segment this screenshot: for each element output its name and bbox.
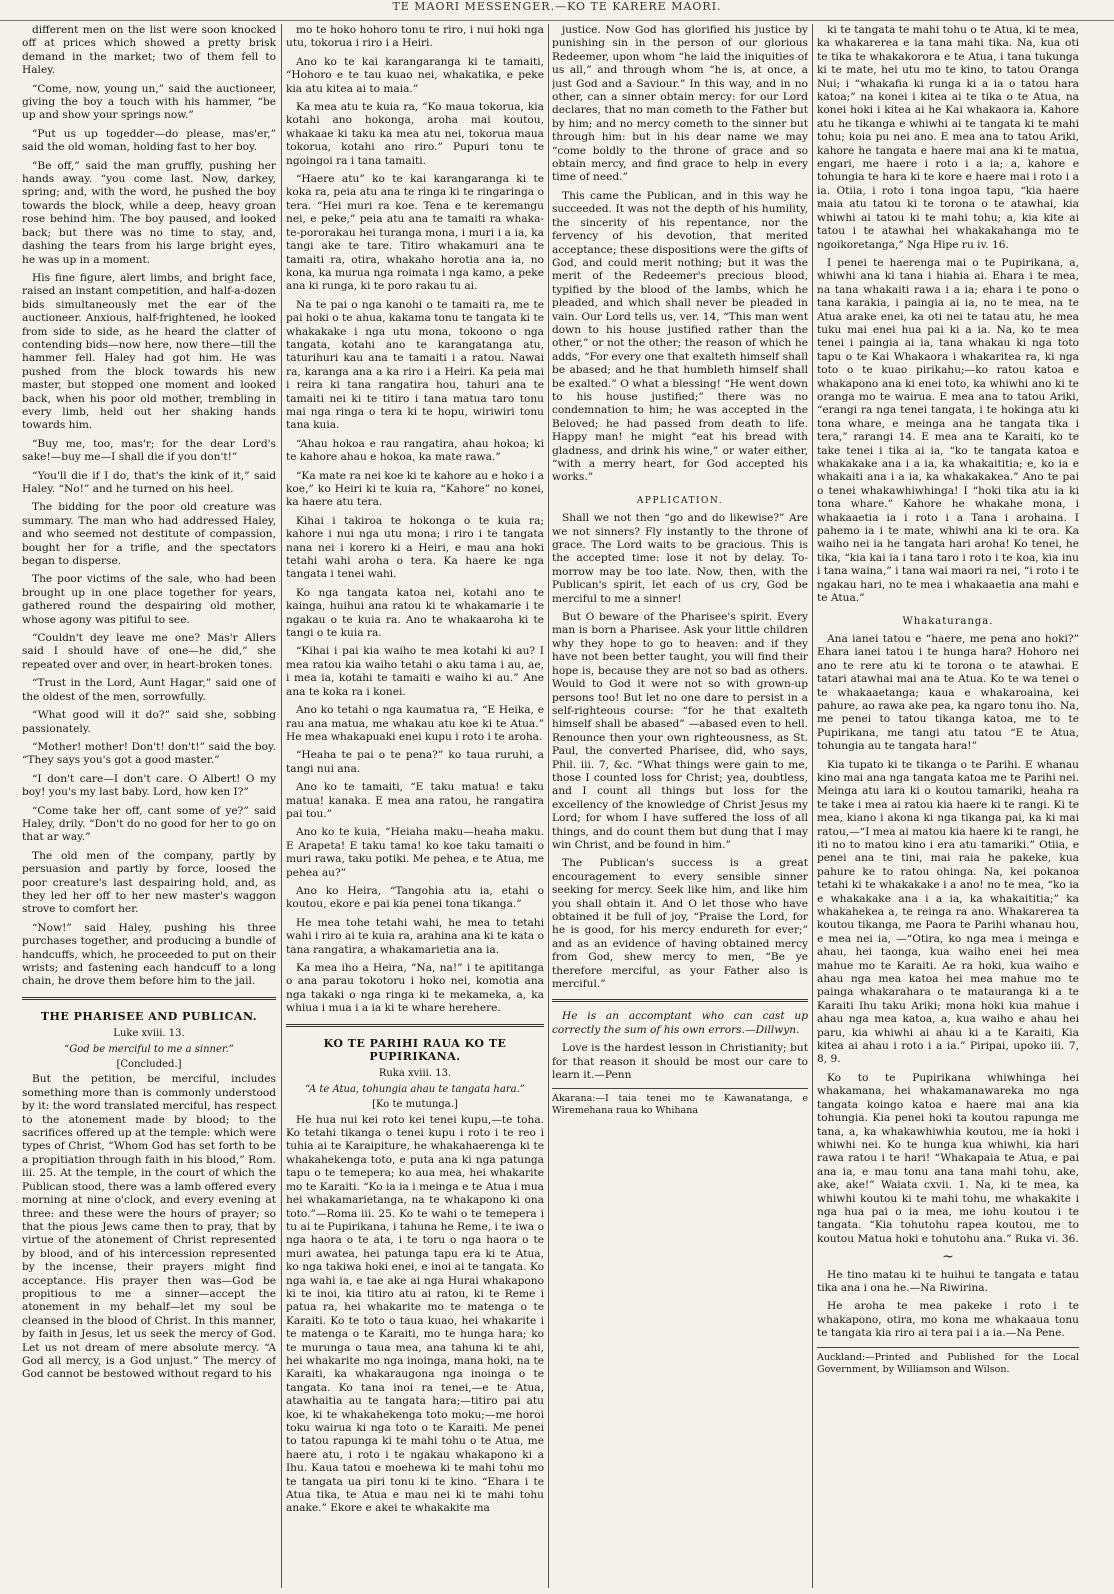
- scripture-reference: Luke xviii. 13.: [113, 1028, 185, 1040]
- quotation: He is an accomptant who can cast up correctly the sum of his own errors.—Dillwyn.: [552, 1010, 808, 1036]
- paragraph: Na te pai o nga kanohi o te tamaiti ra, me te pai hoki o te ahua, kakama tonu te tangata ki te whakakake i nga utu mona, tokoono o nga tangata, kotahi ano te karangatanga atu, taturihuri kau ana te tamaiti i a ratou. Nawai ra, karanga ana a ka riro i a Heiri. Ka peia mai i reira ki tana rangatira hou, tahuri ana te tamaiti nei ki te titiro i tana matua taro tonu mai nga ringa o tera ki te hopu, wiriwiri tonu tana kuia.: [286, 298, 544, 432]
- paragraph: The poor victims of the sale, who had been brought up in one place together for years, gathered round the despairing old mother, whose agony was pitiful to see.: [22, 573, 276, 626]
- quotation: He aroha te mea pakeke i roto i te whakapono, otira, mo kona me whakaaua tonu te tangata kia riro ai tera pai i a ia.—Na Pene.: [817, 1300, 1079, 1340]
- paragraph: different men on the list were soon knocked off at prices which showed a pretty brisk demand in the market; two of them fell to Haley.: [22, 24, 276, 77]
- paragraph: Ano ko Heira, “Tangohia atu ia, etahi o koutou, ekore e pai kia penei tona tikanga.”: [286, 884, 544, 911]
- concluded-note: [Concluded.]: [116, 1059, 182, 1071]
- paragraph: Ano ko te tamaiti, “E taku matua! e taku matua! kanaka. E mea ana ratou, he rangatira pai tou.”: [286, 781, 544, 820]
- column-3: [552, 24, 808, 1592]
- paragraph: “What good will it do?” said she, sobbing passionately.: [22, 709, 276, 735]
- imprint: Auckland:—Printed and Published for the Local Government, by Williamson and Wilson.: [817, 1347, 1079, 1376]
- section-heading: APPLICATION.: [636, 495, 724, 506]
- paragraph: “Be off,” said the man gruffly, pushing her hands away. “you come last. Now, darkey, spring; and, with the word, he pushed the boy towards the block, while a deep, heavy groan rose behind him. The boy paused, and looked back; but there was no time to stay, and, dashing the tears from his large bright eyes, he was up in a moment.: [22, 159, 276, 266]
- imprint: Akarana:—I taia tenei mo te Kawanatanga, e Wiremehana raua ko Whihana: [552, 1088, 808, 1117]
- paragraph: “Haere atu” ko te kai karangaranga ki te koka ra, peia atu ana te ringa ki te ringaringa o tera. “Hei muri ra koe. Tena e te keremangu nei, e peke,” peia atu ana te tamaiti ra whaka-te-pororakau hei turanga mona, i muri i a ia, ka tangi ake te tare. Titiro whakamuri ana te tamaiti ra, otira, whakaho horotia ana ia, no kona, ka murua nga roimata i nga kamo, a peke ana ki runga, ki te poro rakau tu ai.: [286, 173, 544, 293]
- paragraph: The Publican's success is a great encouragement to every sensible sinner seeking for mercy. Seek like him, and like him you shall obtain it. And O let those who have obtained it be full of joy, “Praise the Lord, for he is good, for his mercy endureth for ever;” and as an evidence of having obtained mercy from God, shew mercy to men, “Be ye therefore merciful, as your Father also is merciful.”: [552, 857, 808, 991]
- paragraph: “Trust in the Lord, Aunt Hagar,” said one of the oldest of the men, sorrowfully.: [22, 677, 276, 703]
- paragraph: Ka mea atu te kuia ra, “Ko maua tokorua, kia kotahi ano hokonga, aroha mai koutou, whakaae ki taku ka mea atu nei, tokorua maua tokorua, kotahi ano riro.” Pupuri tonu te ngoingoi ra i tana tamaiti.: [286, 101, 544, 167]
- paragraph: The bidding for the poor old creature was summary. The man who had addressed Haley, and who seemed not destitute of compassion, bought her for a trifle, and the spectators began to disperse.: [22, 501, 276, 568]
- paragraph: This came the Publican, and in this way he succeeded. It was not the depth of his humility, the sincerity of his repentance, nor the fervency of his devotion, that merited acceptance; these dispositions were the gifts of God, and could merit nothing; but it was the merit of the Redeemer's precious blood, typified by the blood of the lambs, which he pleaded, and which shall never be pleaded in vain. Our Lord tells us, ver. 14, “This man went down to his house justified rather than the other,” or not the other; the reason of which he adds, “For every one that exalteth himself shall be abased; and he that humbleth himself shall be exalted.” O what a blessing! “He went down to his house justified;” there was no condemnation to him; he was accepted in the Beloved; he had passed from death to life. Happy man! he might “eat his bread with gladness, and drink his wine,” or water either, “with a merry heart, for God accepted his works.”: [552, 189, 808, 484]
- paragraph: Ano ko te kuia, “Heiaha maku—heaha maku. E Arapeta! E taku tama! ko koe taku tamaiti o muri rawa, taku potiki. Me pehea, e te Atua, me pehea au?”: [286, 826, 544, 879]
- paragraph: “Put us up togedder—do please, mas'er,” said the old woman, holding fast to her boy.: [22, 127, 276, 154]
- paragraph: “Ka mate ra nei koe ki te kahore au e hoko i a koe,” ko Heiri ki te kuia ra, “Kahore” no konei, ka haere atu tera.: [286, 469, 544, 509]
- masthead: TE MAORI MESSENGER.—KO TE KARERE MAORI.: [0, 0, 1114, 21]
- paragraph: “Ahau hokoa e rau rangatira, ahau hokoa; ki te kahore ahau e hokoa, ka mate rawa.”: [286, 437, 544, 464]
- article-quote: “God be merciful to me a sinner.”: [64, 1043, 234, 1055]
- quotation: Love is the hardest lesson in Christianity; but for that reason it should be most our care to learn it.—Penn: [552, 1042, 808, 1082]
- paragraph: “Heaha te pai o te pena?” ko taua ruruhi, a tangi nui ana.: [286, 749, 544, 775]
- column-rule-1: [281, 24, 282, 1588]
- paragraph: His fine figure, alert limbs, and bright face, raised an instant competition, and half-a-dozen bids simultaneously met the ear of the auctioneer. Anxious, half-frightened, he looked from side to side, as he heard the clatter of contending bids—now here, now there—till the hammer fell. Haley had got him. He was pushed from the block towards his new master, but stopped one moment and looked back, when his poor old mother, trembling in every limb, held out her shaking hands towards him.: [22, 271, 276, 432]
- paragraph: Ana ianei tatou e “haere, me pena ano hoki?” Ehara ianei tatou i te hunga hara? Hohoro nei ano te rere atu ki te torona o te atawhai. E tatari atawhai mai ana te Atua. Ko te wa tenei o te whakaaetanga; kaua e whakaroaina, kei pahure, ao rawa ake pea, ka ngaro tonu iho. Na, me penei to tatou tikanga katoa, me to te Pupirikana, me tangi atu tatou “E te Atua, tohungia au te tangata hara!”: [817, 632, 1079, 753]
- paragraph: “Mother! mother! Don't! don't!” said the boy. “They says you's got a good master.”: [22, 740, 276, 767]
- paragraph: But O beware of the Pharisee's spirit. Every man is born a Pharisee. Ask your little children why they hope to go to heaven: and if they have not been better taught, you will find their hope is, because they are not so bad as others. Would to God it were not so with grown-up persons too! But let no one dare to persist in a self-righteous course: “for he that exalteth himself shall be abased” —abased even to hell. Renounce then your own righteousness, as St. Paul, the converted Pharisee, did, who says, Phil. iii. 7, &c. “What things were gain to me, those I counted loss for Christ; yea, doubtless, and I count all things but loss for the excellency of the knowledge of Christ Jesus my Lord; for whom I have suffered the loss of all things, and do count them but dung that I may win Christ, and be found in him.”: [552, 611, 808, 851]
- section-divider: [552, 999, 808, 1002]
- column-rule-2: [548, 24, 549, 1588]
- flourish-ornament: ~: [942, 1249, 954, 1266]
- scripture-reference: Ruka xviii. 13.: [378, 1068, 452, 1080]
- paragraph: “Come take her off, cant some of ye?” said Haley, drily. “Don't do no good for her to go on that ar way.”: [22, 804, 276, 844]
- paragraph: “Come, now, young un,” said the auctioneer, giving the boy a touch with his hammer, “be up and show your springs now.”: [22, 82, 276, 122]
- paragraph: Ka mea iho a Heira, “Na, na!” i te apititanga o ana parau tokotoru i hoko nei, komotia ana nga takaki o nga ringa ki te mekameka, a, ka whiua i mua i a ia ki te whare herehere.: [286, 962, 544, 1015]
- quotation: He tino matau ki te huihui te tangata e tatau tika ana i ona he.—Na Riwirina.: [817, 1268, 1079, 1294]
- paragraph: Kia tupato ki te tikanga o te Parihi. E whanau kino mai ana nga tangata katoa me te Parihi nei. Meinga atu iara ki o koutou tamariki, heaha ra te take i mea ai ratou kia haere ki te rangi. Ki te mea, kiano i akona ki nga tikanga pai, ka ki mai ratou,—“I mea ai matou kia haere ki te rangi, he iti no to matou kino i era atu tamariki.” Otiia, e penei ana te tini, mai raia he pakeke, kua pahure ke to ratou ohinga. Na, kei pokanoa tetahi ki te whakakake i a ano! no te mea, “ko ia e whakakake ana i a ia, ka whakaititia;” ka whakahekea a, te reinga ra ano. Whakarerea ta koutou tikanga, me Paora te Parihi whanau hou, e mea nei ia, —“Otira, ko nga mea i meinga e ahau, hei taonga, kua waiho enei hei mea mahue mo te Karaiti. Ae ra hoki, kua waiho e ahau nga mea katoa hei mea mahue mo te painga whakarahara o te matauranga ki a te Karaiti Ihu taku Ariki; mona hoki kua mahue i ahau nga mea katoa, a, kua waiho e ahau hei paru, kia whiwhi ai ahau ki a te Karaiti, Kia kitea ai ahau i roto i a ia.” Piripai, upoko iii. 7, 8, 9.: [817, 758, 1079, 1066]
- paragraph: ki te tangata te mahi tohu o te Atua, ki te mea, ka whakarerea e ia tana mahi tika. Na, kua oti te tika te whakakorora e te Atua, i tana tukunga ki te mate, hei utu mo te kino, to tatou Oranga Nui; i “whakafia ki runga ki a ia o tatou hara katoa;” na konei i kitea ai te tika o te Atua, na konei hoki i kitea ai he Kai whakaora ia. Kahore atu he tikanga e whiwhi ai te tangata ki te mahi tohu; koia pu nei ano. E mea ana to tatou Ariki, kahore he tangata e haere mai ana ki te matua, engari, me haere i roto i a ia; a, kahore e tohungia te hara ki te kore e haere mai i roto i a ia. Otiia, i roto i tona ingoa tapu, “kia haere maia atu tatou ki te torona o te atawhai, kia whiwhi ai tatou ki te mahi tohu; a, kia kite ai tatou i te atawhai hei whakakahanga mo te ngoikoretanga,” Nga Hipe ru iv. 16.: [817, 24, 1079, 251]
- paragraph: “Kihai i pai kia waiho te mea kotahi ki au? I mea ratou kia waiho tetahi o aku tama i au, ae, i mea ia, kotahi te tamaiti e waiho ki au.” Ane ana te koka ra i konei.: [286, 645, 544, 698]
- paragraph: mo te hoko hohoro tonu te riro, i nui hoki nga utu, tokorua i riro i a Heiri.: [286, 24, 544, 50]
- paragraph: The old men of the company, partly by persuasion and partly by force, loosed the poor creature's last despairing hold, and, as they led her off to her new master's waggon strove to comfort her.: [22, 849, 276, 916]
- section-divider: [22, 997, 276, 1000]
- article-heading: KO TE PARIHI RAUA KO TE PUPIRIKANA.: [323, 1036, 507, 1064]
- section-divider: [286, 1024, 544, 1027]
- paragraph: Ano ko te kai karangaranga ki te tamaiti, “Hohoro e te tau kuao nei, whakatika, e peke kia atu kitea ai to maia.”: [286, 55, 544, 95]
- column-rule-3: [812, 24, 813, 1588]
- column-4: [817, 24, 1079, 1592]
- paragraph: Ko to te Pupirikana whiwhinga hei whakamana, hei whakamanawareka mo nga tangata koingo katoa e haere mai ana kia tohungia. Kia penei hoki ta koutou rapunga me tana, a, ka whakawhiwhia koutou, me ia hoki i whiwhi nei. Ko te hunga kua whiwhi, kia hari rawa ratou i te hari! “Whakapaia te Atua, e pai ana ia, e mau tonu ana tana mahi tohu, ake, ake, ake!” Waiata cxvii. 1. Na, ki te mea, ka whiwhi koutou ki te mahi tohu, me whakakite i nga hua pai o ia mea, me iohu koutou i te tangata. “Kia tohutohu rapea koutou, me to koutou Matua hoki e tohutohu ana.” Ruka vi. 36.: [817, 1071, 1079, 1245]
- concluded-note: [Ko te mutunga.]: [372, 1099, 458, 1111]
- paragraph: “You'll die if I do, that's the kink of it,” said Haley. “No!” and he turned on his heel.: [22, 469, 276, 495]
- article-heading: THE PHARISEE AND PUBLICAN.: [40, 1009, 258, 1023]
- paragraph: But the petition, be merciful, includes something more than is commonly understood by it: the word translated merciful, has respect to the atonement made by blood; to the sacrifices offered up at the temple: which were types of Christ, “Whom God has set forth to be a propitiation through faith in his blood,” Rom. iii. 25. At the temple, in the court of which the Publican stood, there was a lamb offered every morning at nine o'clock, and every evening at three: and these were the hours of prayer; so that the pious Jews came then to pray, that by virtue of the atonement of Christ represented by blood, and of his intercession represented by the incense, their prayers might find acceptance. His prayer then was—God be propitious to me a sinner—accept the atonement in my behalf—let my soul be cleansed in the blood of Christ. In this manner, by faith in Jesus, let us seek the mercy of God. Let us not dream of mere absolute mercy. “A God all mercy, is a God unjust.” The mercy of God cannot be bestowed without regard to his: [22, 1073, 276, 1381]
- paragraph: I penei te haerenga mai o te Pupirikana, a, whiwhi ana ki tana i hiahia ai. Ehara i te mea, na tana whakaiti rawa i a ia; ehara i te pono o tana karakia, i paingia ai ia, no te mea, na te Atua arake enei, ka oti nei te tatau atu, he mea tuku mai enei hua pai ki a ia. Na, ko te mea tenei i paingia ai ia, tana whakau ki nga toto tapu o te Kai Whakaora i whakaritea ra, ki nga toto o te kuao pirikahu;—ko ratou katoa e whakapono ana ki enei toto, ka whiwhi ano ki te oranga mo te wairua. E mea ana to tatou Ariki, “erangi ra nga tenei tangata, i te hokinga atu ki tona whare, e meinga ana he tangata tika i tera,” rarangi 14. E mea ana te Karaiti, ko te take tenei i tika ai ia, “ko te tangata katoa e whakakake ana i a ia, ka whakaititia; e, ko ia e whakaiti ana i a ia, ka whakakakea.” Ano te pai o tenei whakawhiwhinga! I “hoki tika atu ia ki tona whare.” Kahore he whakahe mona, i whakaaetia ia i roto i a Tana i arohaina. I pahemo ia i te mate, whiwhi ana ki te ora. Ka waiho nei ia he tangata hari aroha! Ko tenei, he tika, “kia kai ia i tana taro i roto i te koa, kia inu i tana waina,” i tana wai maori ra nei, “i roto i te ngakau hari, no te mea i whakaaetia ana mahi e te Atua.”: [817, 256, 1079, 605]
- paragraph: He hua nui kei roto kei tenei kupu,—te toha. Ko tetahi tikanga o tenei kupu i roto i te reo i tuhia ai te Karaipiture, he whakahaerenga ki te whakahekenga toto, e puta ana ki nga patunga tapu o te temepera; ko aua mea, hei whakarite mo te Karaiti. “Ko ia ia i meinga e te Atua i mua hei whakamarietanga, na te whakapono ki ona toto.”—Roma iii. 25. Ko te wahi o te temepera i tu ai te Pupirikana, i tahuna he Reme, i te iwa o nga haora o te ata, i te toru o nga haora o te muri awatea, hei patunga tapu era ki te Atua, ko nga takiwa hoki enei, e inoi ai te tangata. Ko nga wahi ia, e tae ake ai nga Hurai whakapono ki te inoi, kia titiro atu ai ratou, ki te Reme i patua ra, hei whakarite mo te matenga o te Karaiti. Ko te toto o taua kuao, hei whakarite i te matenga o te Karaiti, mo te hunga hara; ko te murunga o taua mea, ana tahuna ki te ahi, hei whakarite mo nga inoinga, mana hoki, na te Karaiti, ka whakaraugona nga inoinga o te tangata. Ko tana inoi ra tenei,—e te Atua, atawhaitia au te tangata hara;—titiro pai atu koe, ki te whakahekenga toto moku;—me horoi toku wairua ki nga toto o te Karaiti. Me penei to tatou rapunga ki te mahi tohu o te Atua, me haere atu, i roto i te ngakau whakapono ki a Ihu. Kaua tatou e moehewa ki te mahi tohu mo te tangata ua piri tonu ki te kino. “Ehara i te Atua tika, te Atua e mau nei ki te mahi tohu anake.” Ekore e akei te whakakite ma: [286, 1113, 544, 1515]
- paragraph: Kihai i takiroa te hokonga o te kuia ra; kahore i nui nga utu mona; i riro i te tangata nana nei i korero ki a Heiri, e mau ana hoki tetahi wahi aroha o tera. Ka haere ke nga tangata i tenei wahi.: [286, 514, 544, 581]
- paragraph: He mea tohe tetahi wahi, he mea to tetahi wahi i riro ai te kuia ra, arahina ana ki te kata o tana rangatira, a whakamarietia ana ia.: [286, 916, 544, 956]
- article-quote: “A te Atua, tohungia ahau te tangata hara.”: [305, 1083, 525, 1095]
- paragraph: “Buy me, too, mas'r; for the dear Lord's sake!—buy me—I shall die if you don't!”: [22, 437, 276, 464]
- section-heading: Whakaturanga.: [902, 616, 994, 628]
- paragraph: justice. Now God has glorified his justice by punishing sin in the person of our glorious Redeemer, upon whom “he laid the iniquities of us all,” and through whom “he is, at once, a just God and a Saviour.” In this way, and in no other, can a sinner obtain mercy: for our Lord declares, that no man cometh to the Father but by him; and no mercy cometh to the sinner but through him: but in his dear name we may “come boldly to the throne of grace and so obtain mercy, and find grace to help in every time of need.”: [552, 24, 808, 184]
- paragraph: Ko nga tangata katoa nei, kotahi ano te kainga, huihui ana ratou ki te whakamarie i te ngakau o te kuia ra. Ano te whakaaroha ki te tangi o te kuia ra.: [286, 586, 544, 640]
- paragraph: “Couldn't dey leave me one? Mas'r Allers said I should have of one—he did,” she repeated over and over, in heart-broken tones.: [22, 632, 276, 671]
- paragraph: “Now!” said Haley, pushing his three purchases together, and producing a bundle of handcuffs, which, he proceeded to put on their wrists; and fastening each handcuff to a long chain, he drove them before him to the jail.: [22, 921, 276, 988]
- paragraph: Ano ko tetahi o nga kaumatua ra, “E Heika, e rau ana matua, me whakau atu koe ki te Atua.” He mea whakapuaki enei kupu i roto i te aroha.: [286, 704, 544, 743]
- column-2: [286, 24, 544, 1592]
- paragraph: Shall we not then “go and do likewise?” Are we not sinners? Fly instantly to the throne of grace. The Lord waits to be gracious. This is the accepted time: lose it not by delay. To-morrow may be too late. Now, then, with the Publican's spirit, let each of us cry, God be merciful to me a sinner!: [552, 512, 808, 605]
- paragraph: “I don't care—I don't care. O Albert! O my boy! you's my last baby. Lord, how ken I?”: [22, 772, 276, 799]
- column-1: [22, 24, 276, 1592]
